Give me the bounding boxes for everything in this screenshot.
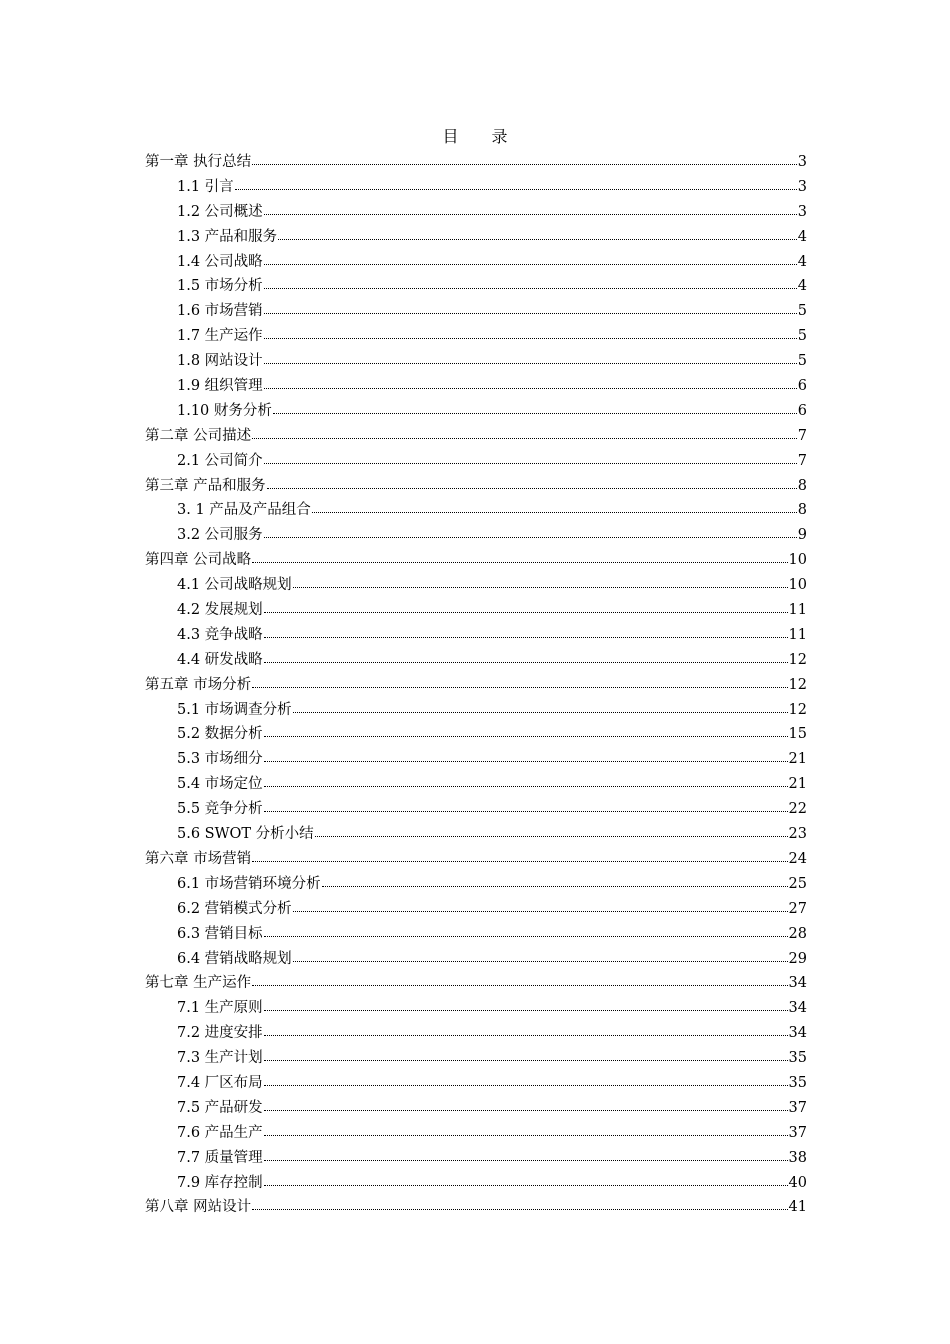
toc-dot-leader: [264, 924, 788, 938]
toc-page-number: 15: [788, 726, 807, 743]
toc-entry-label: 4.3 竞争战略: [177, 626, 263, 643]
toc-page-number: 8: [797, 477, 807, 494]
toc-dot-leader: [312, 500, 797, 514]
toc-dot-leader: [293, 899, 788, 913]
toc-entry-label: 7.6 产品生产: [177, 1124, 263, 1141]
toc-entry-label: 3.2 公司服务: [177, 527, 263, 544]
toc-chapter-entry[interactable]: [145, 548, 807, 573]
toc-page-number: 34: [788, 975, 807, 992]
toc-dot-leader: [264, 525, 797, 539]
toc-page-number: 35: [788, 1074, 807, 1091]
toc-page-number: 34: [788, 1000, 807, 1017]
toc-section-entry[interactable]: [145, 349, 807, 374]
toc-entry-label: 第二章 公司描述: [145, 427, 252, 444]
toc-dot-leader: [293, 575, 788, 589]
toc-dot-leader: [252, 973, 787, 987]
toc-section-entry[interactable]: [145, 1121, 807, 1146]
toc-chapter-entry[interactable]: [145, 150, 807, 175]
toc-section-entry[interactable]: [145, 922, 807, 947]
toc-chapter-entry[interactable]: [145, 971, 807, 996]
toc-entry-label: 7.9 库存控制: [177, 1174, 263, 1191]
toc-dot-leader: [264, 1123, 788, 1137]
toc-section-entry[interactable]: [145, 698, 807, 723]
toc-section-entry[interactable]: [145, 449, 807, 474]
toc-page-number: 6: [797, 402, 807, 419]
toc-section-entry[interactable]: [145, 747, 807, 772]
toc-page-number: 40: [788, 1174, 807, 1191]
toc-page-number: 35: [788, 1050, 807, 1067]
toc-entry-label: 5.6 SWOT 分析小结: [177, 826, 314, 843]
toc-page-number: 4: [797, 253, 807, 270]
toc-page-number: 3: [797, 203, 807, 220]
toc-entry-label: 4.4 研发战略: [177, 651, 263, 668]
toc-entry-label: 第三章 产品和服务: [145, 477, 266, 494]
toc-dot-leader: [273, 401, 797, 415]
toc-dot-leader: [264, 998, 788, 1012]
toc-entry-label: 1.7 生产运作: [177, 328, 263, 345]
toc-entry-label: 6.3 营销目标: [177, 925, 263, 942]
toc-section-entry[interactable]: [145, 1046, 807, 1071]
toc-section-entry[interactable]: [145, 374, 807, 399]
toc-chapter-entry[interactable]: [145, 673, 807, 698]
toc-dot-leader: [264, 1173, 788, 1187]
toc-entry-label: 4.2 发展规划: [177, 602, 263, 619]
toc-dot-leader: [315, 824, 788, 838]
toc-entry-label: 1.9 组织管理: [177, 378, 263, 395]
toc-entry-label: 3. 1 产品及产品组合: [177, 502, 311, 519]
toc-dot-leader: [264, 1048, 788, 1062]
toc-dot-leader: [264, 625, 788, 639]
toc-dot-leader: [293, 949, 788, 963]
toc-dot-leader: [264, 1148, 788, 1162]
toc-section-entry[interactable]: [145, 200, 807, 225]
toc-page-number: 7: [797, 427, 807, 444]
toc-section-entry[interactable]: [145, 399, 807, 424]
toc-dot-leader: [264, 799, 788, 813]
toc-section-entry[interactable]: [145, 598, 807, 623]
toc-page-number: 25: [788, 875, 807, 892]
toc-page-number: 5: [797, 353, 807, 370]
toc-entry-label: 6.2 营销模式分析: [177, 900, 292, 917]
toc-section-entry[interactable]: [145, 1096, 807, 1121]
toc-section-entry[interactable]: [145, 498, 807, 523]
toc-section-entry[interactable]: [145, 648, 807, 673]
toc-section-entry[interactable]: [145, 872, 807, 897]
toc-page-number: 12: [788, 676, 807, 693]
toc-entry-label: 7.3 生产计划: [177, 1050, 263, 1067]
toc-section-entry[interactable]: [145, 996, 807, 1021]
toc-entry-label: 5.5 竞争分析: [177, 801, 263, 818]
toc-entry-label: 5.4 市场定位: [177, 776, 263, 793]
toc-section-entry[interactable]: [145, 299, 807, 324]
toc-entry-label: 7.7 质量管理: [177, 1149, 263, 1166]
toc-section-entry[interactable]: [145, 1071, 807, 1096]
toc-page-number: 9: [797, 527, 807, 544]
toc-chapter-entry[interactable]: [145, 847, 807, 872]
toc-dot-leader: [264, 376, 797, 390]
toc-section-entry[interactable]: [145, 772, 807, 797]
toc-entry-label: 1.6 市场营销: [177, 303, 263, 320]
toc-dot-leader: [264, 451, 797, 465]
toc-entry-label: 7.1 生产原则: [177, 1000, 263, 1017]
toc-dot-leader: [264, 1073, 788, 1087]
toc-page-number: 10: [788, 577, 807, 594]
toc-page-number: 37: [788, 1124, 807, 1141]
toc-entry-label: 7.5 产品研发: [177, 1099, 263, 1116]
toc-page-number: 3: [797, 178, 807, 195]
toc-entry-label: 1.1 引言: [177, 178, 234, 195]
toc-entry-label: 7.2 进度安排: [177, 1025, 263, 1042]
toc-page-number: 29: [788, 950, 807, 967]
toc-dot-leader: [264, 351, 797, 365]
toc-page-number: 22: [788, 801, 807, 818]
toc-section-entry[interactable]: [145, 225, 807, 250]
toc-page-number: 6: [797, 378, 807, 395]
toc-dot-leader: [264, 1098, 788, 1112]
toc-dot-leader: [264, 600, 788, 614]
toc-entry-label: 6.1 市场营销环境分析: [177, 875, 321, 892]
toc-dot-leader: [322, 874, 788, 888]
toc-dot-leader: [264, 650, 788, 664]
toc-dot-leader: [264, 276, 797, 290]
toc-page-number: 5: [797, 328, 807, 345]
toc-entry-label: 1.3 产品和服务: [177, 228, 278, 245]
toc-page-number: 11: [788, 626, 807, 643]
toc-chapter-entry[interactable]: [145, 474, 807, 499]
toc-dot-leader: [264, 326, 797, 340]
toc-section-entry[interactable]: [145, 250, 807, 275]
toc-page-number: 21: [788, 751, 807, 768]
toc-dot-leader: [264, 774, 788, 788]
toc-dot-leader: [252, 675, 787, 689]
toc-entry-label: 1.2 公司概述: [177, 203, 263, 220]
toc-page-number: 4: [797, 228, 807, 245]
toc-section-entry[interactable]: [145, 1146, 807, 1171]
toc-section-entry[interactable]: [145, 523, 807, 548]
toc-section-entry[interactable]: [145, 947, 807, 972]
toc-section-entry[interactable]: [145, 797, 807, 822]
toc-entry-label: 5.1 市场调查分析: [177, 701, 292, 718]
toc-page-number: 10: [788, 552, 807, 569]
toc-entry-label: 5.3 市场细分: [177, 751, 263, 768]
toc-dot-leader: [252, 426, 797, 440]
toc-page-number: 28: [788, 925, 807, 942]
toc-section-entry[interactable]: [145, 573, 807, 598]
toc-entry-label: 1.4 公司战略: [177, 253, 263, 270]
toc-page-number: 12: [788, 651, 807, 668]
toc-page-number: 37: [788, 1099, 807, 1116]
toc-page-number: 11: [788, 602, 807, 619]
toc-page-number: 24: [788, 850, 807, 867]
toc-dot-leader: [264, 1023, 788, 1037]
toc-page-number: 34: [788, 1025, 807, 1042]
toc-entry-label: 第七章 生产运作: [145, 975, 252, 992]
toc-entry-label: 1.10 财务分析: [177, 402, 272, 419]
toc-dot-leader: [264, 749, 788, 763]
toc-entry-label: 第四章 公司战略: [145, 552, 252, 569]
toc-dot-leader: [264, 724, 788, 738]
toc-dot-leader: [252, 1197, 787, 1211]
toc-section-entry[interactable]: [145, 822, 807, 847]
toc-entry-label: 1.5 市场分析: [177, 278, 263, 295]
toc-page-number: 5: [797, 303, 807, 320]
toc-section-entry[interactable]: [145, 722, 807, 747]
toc-dot-leader: [252, 550, 787, 564]
toc-title: 目 录: [442, 127, 522, 146]
toc-section-entry[interactable]: [145, 1171, 807, 1196]
toc-page-number: 27: [788, 900, 807, 917]
toc-section-entry[interactable]: [145, 1021, 807, 1046]
toc-dot-leader: [252, 152, 797, 166]
toc-dot-leader: [264, 301, 797, 315]
toc-page-number: 8: [797, 502, 807, 519]
toc-entry-label: 第一章 执行总结: [145, 154, 252, 170]
toc-entry-label: 第八章 网站设计: [145, 1199, 252, 1216]
table-of-contents: [145, 150, 807, 1220]
toc-entry-label: 6.4 营销战略规划: [177, 950, 292, 967]
toc-page-number: 41: [788, 1199, 807, 1216]
toc-page-number: 23: [788, 826, 807, 843]
toc-dot-leader: [293, 700, 788, 714]
toc-dot-leader: [264, 202, 797, 216]
toc-dot-leader: [267, 476, 797, 490]
toc-section-entry[interactable]: [145, 175, 807, 200]
toc-entry-label: 4.1 公司战略规划: [177, 577, 292, 594]
toc-page-number: 7: [797, 452, 807, 469]
toc-page-number: 38: [788, 1149, 807, 1166]
toc-page-number: 21: [788, 776, 807, 793]
toc-section-entry[interactable]: [145, 324, 807, 349]
toc-dot-leader: [278, 227, 797, 241]
toc-page-number: 4: [797, 278, 807, 295]
toc-page-number: 3: [797, 154, 807, 170]
toc-dot-leader: [235, 177, 797, 191]
toc-section-entry[interactable]: [145, 623, 807, 648]
toc-chapter-entry[interactable]: [145, 424, 807, 449]
toc-dot-leader: [252, 849, 787, 863]
toc-entry-label: 7.4 厂区布局: [177, 1074, 263, 1091]
toc-chapter-entry[interactable]: [145, 1195, 807, 1220]
toc-entry-label: 5.2 数据分析: [177, 726, 263, 743]
toc-entry-label: 2.1 公司简介: [177, 452, 263, 469]
toc-dot-leader: [264, 252, 797, 266]
toc-section-entry[interactable]: [145, 274, 807, 299]
toc-section-entry[interactable]: [145, 897, 807, 922]
toc-entry-label: 1.8 网站设计: [177, 353, 263, 370]
toc-page-number: 12: [788, 701, 807, 718]
toc-entry-label: 第五章 市场分析: [145, 676, 252, 693]
toc-entry-label: 第六章 市场营销: [145, 850, 252, 867]
